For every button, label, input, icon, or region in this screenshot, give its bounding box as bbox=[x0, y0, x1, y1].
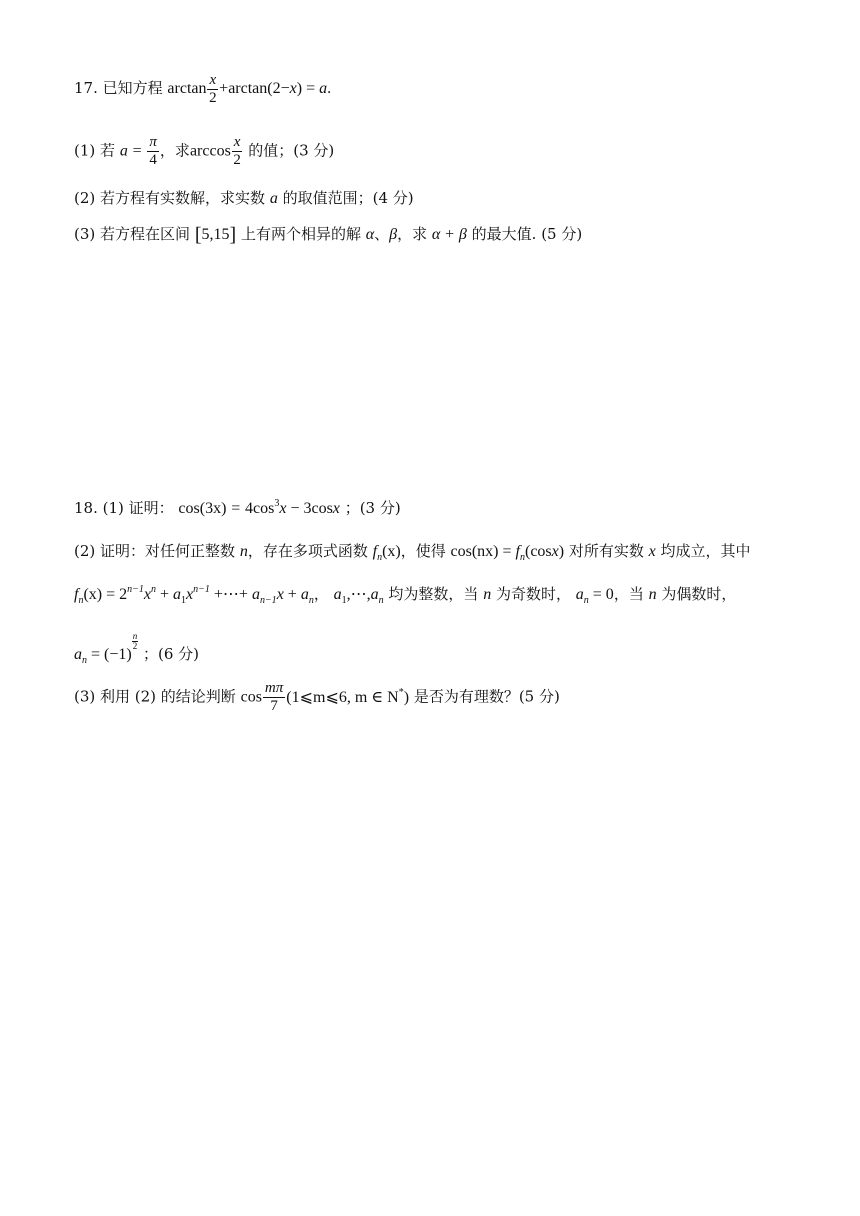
q18-l2-text3: ，当 bbox=[613, 585, 644, 603]
q17-p1-tail: 的值；(3 分) bbox=[248, 141, 335, 160]
q17-p1-frac2-den: 2 bbox=[233, 152, 241, 168]
q18-l2-n2: n bbox=[648, 586, 657, 603]
q18-l2-plus2: + bbox=[287, 586, 297, 603]
q18-p2-polynomial bbox=[74, 584, 314, 606]
q18-p1-minus: − bbox=[290, 500, 300, 517]
q18-l3-exp-num: n bbox=[132, 631, 138, 641]
q18-p2-mid1: ，存在多项式函数 bbox=[247, 542, 368, 560]
q18-l2-a1-sub: 1 bbox=[181, 595, 187, 606]
q18-l2-arg: (x) bbox=[83, 586, 103, 603]
q18-l2-seq-mid: ,⋯, bbox=[346, 586, 371, 603]
q18-l3-an: a bbox=[74, 646, 82, 663]
q17-p2-a: a bbox=[269, 190, 278, 207]
q18-p2-fx: (x) bbox=[382, 543, 401, 560]
q17-p3-alpha: α bbox=[365, 226, 375, 243]
q18-part3 bbox=[74, 680, 560, 715]
q18-l2-x3: x bbox=[276, 586, 284, 603]
q17-p3-sep: 、 bbox=[374, 225, 390, 243]
q18-p3-frac bbox=[263, 680, 285, 715]
q18-l2-eq: = bbox=[106, 586, 116, 603]
q18-l2-seq-sub1: 1 bbox=[341, 595, 347, 606]
q18-l2-t1-x: x bbox=[143, 586, 151, 603]
q18-p2-fcos: (cos bbox=[524, 543, 552, 560]
q18-p3-cos: cos bbox=[240, 688, 262, 706]
q18-p2-xvar: x bbox=[551, 543, 559, 560]
q18-l2-text4: 为偶数时， bbox=[661, 585, 737, 603]
q18-p2-f2: f bbox=[515, 543, 520, 560]
q18-p2-cosnx: cos(nx) bbox=[450, 543, 499, 560]
q18-l2-comma: ， bbox=[313, 585, 329, 603]
q17-p1-label: (1) 若 bbox=[74, 141, 116, 160]
q18-l2-f: f bbox=[74, 586, 79, 603]
q18-l3-tail: ；(6 分) bbox=[143, 645, 200, 663]
q18-p2-f: f bbox=[372, 543, 378, 560]
q18-l2-sub: n bbox=[78, 595, 84, 606]
q17-p3-plus: + bbox=[445, 226, 455, 243]
q17-part1 bbox=[74, 134, 334, 169]
q18-l2-seq-an: a bbox=[370, 586, 379, 603]
q17-part3 bbox=[74, 224, 582, 245]
q17-p3-beta: β bbox=[389, 226, 398, 243]
q18-l2-an1-sub: n−1 bbox=[259, 595, 277, 606]
q18-l2-seq-sub2: n bbox=[378, 595, 384, 606]
q17-plus: + bbox=[219, 80, 229, 98]
right-bracket: ] bbox=[229, 224, 237, 246]
q18-p3-cond: (1⩽m⩽6, m ∈ N bbox=[286, 688, 399, 706]
q17-p1-a: a bbox=[119, 142, 128, 160]
q18-p2-rp: ) bbox=[558, 543, 565, 560]
q17-minus: − bbox=[280, 80, 290, 98]
q18-l2-an-zero bbox=[575, 586, 614, 606]
q18-p2-xvar2: x bbox=[648, 543, 656, 560]
q17-p3-interval bbox=[194, 224, 237, 246]
q18-l2-seq bbox=[333, 586, 384, 606]
q18-p3-frac-den: 7 bbox=[270, 698, 278, 714]
q18-part1 bbox=[74, 498, 401, 519]
q18-p1-3cos: 3cos bbox=[303, 500, 333, 517]
q18-p2-fnx bbox=[372, 543, 401, 563]
q18-l2-text2: 为奇数时， bbox=[495, 585, 571, 603]
q17-p3-mid: 上有两个相异的解 bbox=[240, 225, 361, 243]
q18-p1-x2: x bbox=[332, 500, 340, 517]
q18-p1-x: x bbox=[279, 500, 287, 517]
q17-p3-ask: ，求 bbox=[397, 225, 428, 243]
q18-p3-condition bbox=[286, 686, 410, 706]
q18-l3-base: (−1) bbox=[104, 646, 132, 663]
q18-p2-eq: = bbox=[502, 543, 512, 560]
q18-l2-an-sub: n bbox=[308, 595, 314, 606]
q17-p1-comma: ，求 bbox=[159, 141, 190, 160]
q17-p1-frac-x-2 bbox=[232, 134, 243, 169]
q17-p3-pre: (3) 若方程在区间 bbox=[74, 225, 191, 243]
q18-part2-line3 bbox=[74, 632, 199, 665]
q17-p1-eq: = bbox=[132, 142, 142, 160]
q17-p3-interval-values: 5,15 bbox=[201, 226, 230, 243]
q18-p1-tail: ；(3 分) bbox=[344, 499, 401, 517]
q17-rparen: ) bbox=[296, 80, 303, 98]
q18-l2-dots: +⋯+ bbox=[213, 586, 248, 603]
q18-p3-frac-num: mπ bbox=[264, 680, 284, 696]
q18-l2-a1: a bbox=[173, 586, 182, 603]
q17-p3-beta-2: β bbox=[458, 226, 467, 243]
q18-l2-an0: a bbox=[575, 586, 584, 603]
q18-l2-t1-exp: n−1 bbox=[127, 584, 144, 595]
q18-p2-pre: (2) 证明：对任何正整数 bbox=[74, 542, 236, 560]
q17-intro: 17. 已知方程 bbox=[74, 79, 163, 98]
q17-p2-tail: 的取值范围；(4 分) bbox=[282, 189, 414, 207]
q17-equation bbox=[167, 72, 332, 106]
q18-p3-star: * bbox=[398, 686, 404, 698]
q18-l3-eq: = bbox=[91, 646, 101, 663]
left-bracket: [ bbox=[194, 224, 202, 246]
q18-p1-label: 18. (1) 证明： bbox=[74, 499, 174, 517]
q17-frac-x-2 bbox=[207, 72, 218, 107]
q17-frac-num: x bbox=[209, 72, 217, 88]
q18-l2-x2-exp: n−1 bbox=[193, 584, 210, 595]
q18-l2-eq0: = 0 bbox=[592, 586, 614, 603]
q18-l2-x2: x bbox=[186, 586, 194, 603]
q18-p2-sub: n bbox=[377, 552, 383, 563]
q18-l2-n1: n bbox=[483, 586, 492, 603]
q18-p1-4cos: 4cos bbox=[245, 500, 275, 517]
q17-p1-arccos: arccos bbox=[189, 142, 231, 160]
q17-p1-frac2-num: x bbox=[233, 134, 241, 150]
q17-eq: = bbox=[306, 80, 316, 98]
q17-arctan-1: arctan bbox=[167, 80, 207, 98]
q18-l3-sub: n bbox=[82, 655, 87, 666]
q18-p1-rhs bbox=[245, 500, 340, 517]
q18-part2-line2 bbox=[74, 584, 736, 605]
q18-p1-lhs: cos(3x) bbox=[178, 500, 227, 517]
q18-p2-identity bbox=[450, 543, 565, 563]
q18-l2-seq-a1: a bbox=[333, 586, 342, 603]
q17-p1-frac-num: π bbox=[149, 134, 157, 150]
q18-p3-rp: ) bbox=[403, 688, 410, 706]
q18-l2-an: a bbox=[300, 586, 309, 603]
q17-arctan-2: arctan(2 bbox=[228, 80, 281, 98]
q17-period: . bbox=[327, 80, 332, 98]
q18-l2-t1-xexp: n bbox=[151, 584, 156, 595]
q18-p1-eq: = bbox=[231, 500, 241, 517]
q17-part2 bbox=[74, 188, 414, 209]
q18-l2-an0-sub: n bbox=[583, 595, 589, 606]
q17-p3-tail: 的最大值. (5 分) bbox=[471, 225, 583, 243]
q18-p3-pre: (3) 利用 (2) 的结论判断 bbox=[74, 687, 236, 706]
q17-x: x bbox=[289, 80, 297, 98]
q17-a: a bbox=[319, 80, 328, 98]
q18-l3-exp-frac bbox=[132, 632, 139, 651]
q18-l2-text1: 均为整数，当 bbox=[388, 585, 479, 603]
q17-p2-pre: (2) 若方程有实数解，求实数 bbox=[74, 189, 266, 207]
q18-p1-exp: 3 bbox=[274, 498, 280, 509]
q18-l3-formula bbox=[74, 631, 138, 666]
q18-p2-mid2: ，使得 bbox=[400, 542, 446, 560]
q18-l2-t1: 2 bbox=[119, 586, 128, 603]
q18-l3-exp-den: 2 bbox=[132, 641, 138, 651]
q18-p2-mid3: 对所有实数 bbox=[568, 542, 644, 560]
q18-p2-sub2: n bbox=[519, 552, 525, 563]
q18-l2-plus1: + bbox=[160, 586, 170, 603]
q17-frac-den: 2 bbox=[209, 90, 217, 106]
q18-l2-an1: a bbox=[251, 586, 260, 603]
q17-p3-alpha-2: α bbox=[431, 226, 441, 243]
q17-p1-frac-pi-4 bbox=[147, 134, 159, 169]
q18-p2-end: 均成立，其中 bbox=[660, 542, 751, 560]
q18-p2-n: n bbox=[239, 543, 248, 560]
q18-p3-tail: 是否为有理数？(5 分) bbox=[413, 687, 560, 706]
q18-part2-line1 bbox=[74, 541, 751, 562]
q17-stem bbox=[74, 72, 331, 107]
q17-p1-frac-den: 4 bbox=[149, 152, 157, 168]
